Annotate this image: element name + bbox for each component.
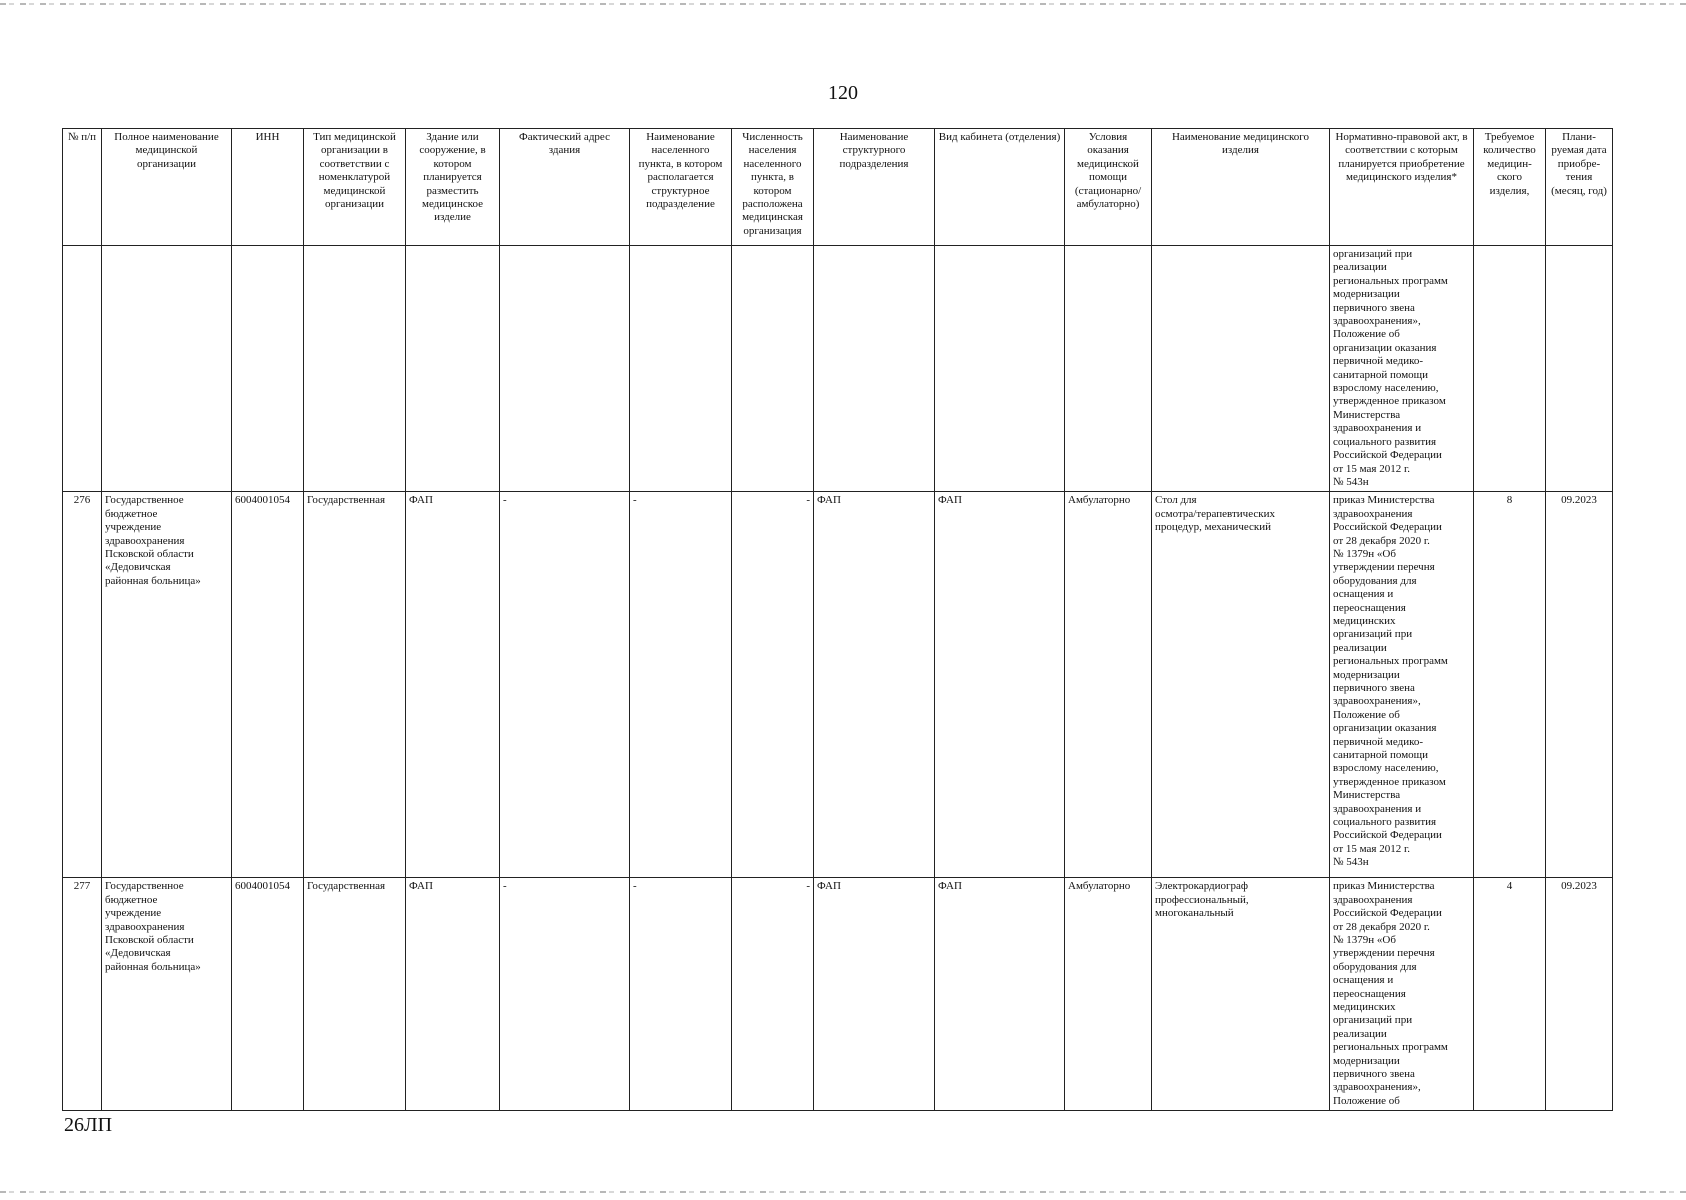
row-number: 277: [63, 878, 102, 1111]
date-cell: 09.2023: [1546, 492, 1613, 878]
org-type-cell: Государственная: [304, 492, 406, 878]
quantity-cell: 4: [1474, 878, 1546, 1111]
address-cell: -: [500, 492, 630, 878]
unit-cell: ФАП: [814, 878, 935, 1111]
header-cabinet: Вид кабинета (отделения): [935, 129, 1065, 246]
org-type-cell: Государственная: [304, 878, 406, 1111]
header-org-name: Полное наименование медицинской организации: [102, 129, 232, 246]
header-org-type: Тип медицинской организации в соответствии с номенклатурой медицинской организации: [304, 129, 406, 246]
cabinet-cell: ФАП: [935, 492, 1065, 878]
address-cell: -: [500, 878, 630, 1111]
row-number: 276: [63, 492, 102, 878]
header-conditions: Условия оказания медицинской помощи (стационарно/ амбулаторно): [1065, 129, 1152, 246]
legal-act-cell: приказ Министерства здравоохранения Российской Федерации от 28 декабря 2020 г. № 1379н «Об утверждении перечня оборудования для оснащения и переоснащения медицинских организаций при реализации региональных программ модернизации первичного звена здравоохранения», Положение об организации оказания первичной медико- санитарной помощи взрослому населению, утвержденное приказом Министерства здравоохранения и социального развития Российской Федерации от 15 мая 2012 г. № 543н: [1330, 492, 1474, 878]
building-cell: ФАП: [406, 492, 500, 878]
device-cell: Стол для осмотра/терапевтических процедур, механический: [1152, 492, 1330, 878]
header-population: Численность населения населенного пункта, в котором расположена медицинская организация: [732, 129, 814, 246]
org-name-cell: Государственное бюджетное учреждение здравоохранения Псковской области «Дедовичская районная больница»: [102, 492, 232, 878]
header-inn: ИНН: [232, 129, 304, 246]
table-row: [63, 878, 1613, 1111]
cabinet-cell: ФАП: [935, 878, 1065, 1111]
population-cell: -: [732, 492, 814, 878]
table-header: [63, 129, 1613, 246]
building-cell: ФАП: [406, 878, 500, 1111]
document-code: 26ЛП: [64, 1114, 113, 1136]
header-settlement: Наименование населенного пункта, в котором располагается структурное подразделение: [630, 129, 732, 246]
settlement-cell: -: [630, 878, 732, 1111]
device-cell: Электрокардиограф профессиональный, многоканальный: [1152, 878, 1330, 1111]
conditions-cell: Амбулаторно: [1065, 878, 1152, 1111]
legal-act-cell: организаций при реализации региональных программ модернизации первичного звена здравоохранения», Положение об организации оказания первичной медико- санитарной помощи взрослому населению, утвержденное приказом Министерства здравоохранения и социального развития Российской Федерации от 15 мая 2012 г. № 543н: [1330, 246, 1474, 492]
legal-act-cell: приказ Министерства здравоохранения Российской Федерации от 28 декабря 2020 г. № 1379н «Об утверждении перечня оборудования для оснащения и переоснащения медицинских организаций при реализации региональных программ модернизации первичного звена здравоохранения», Положение об: [1330, 878, 1474, 1111]
header-unit: Наименование структурного подразделения: [814, 129, 935, 246]
header-date: Плани-руемая дата приобре-тения (месяц, год): [1546, 129, 1613, 246]
header-building: Здание или сооружение, в котором планируется разместить медицинское изделие: [406, 129, 500, 246]
population-cell: -: [732, 878, 814, 1111]
inn-cell: 6004001054: [232, 492, 304, 878]
header-legal-act: Нормативно-правовой акт, в соответствии с которым планируется приобретение медицинского изделия*: [1330, 129, 1474, 246]
header-quantity: Требуемое количество медицин-ского изделия,: [1474, 129, 1546, 246]
page-number: 120: [828, 82, 858, 104]
table-row: [63, 492, 1613, 878]
header-number: № п/п: [63, 129, 102, 246]
scan-edge-bottom: [0, 1191, 1686, 1193]
unit-cell: ФАП: [814, 492, 935, 878]
date-cell: 09.2023: [1546, 878, 1613, 1111]
conditions-cell: Амбулаторно: [1065, 492, 1152, 878]
header-device: Наименование медицинского изделия: [1152, 129, 1330, 246]
settlement-cell: -: [630, 492, 732, 878]
quantity-cell: 8: [1474, 492, 1546, 878]
inn-cell: 6004001054: [232, 878, 304, 1111]
scan-edge-top: [0, 3, 1686, 5]
equipment-table: [62, 128, 1613, 1111]
table-row-continuation: [63, 246, 1613, 492]
org-name-cell: Государственное бюджетное учреждение здравоохранения Псковской области «Дедовичская районная больница»: [102, 878, 232, 1111]
header-address: Фактический адрес здания: [500, 129, 630, 246]
